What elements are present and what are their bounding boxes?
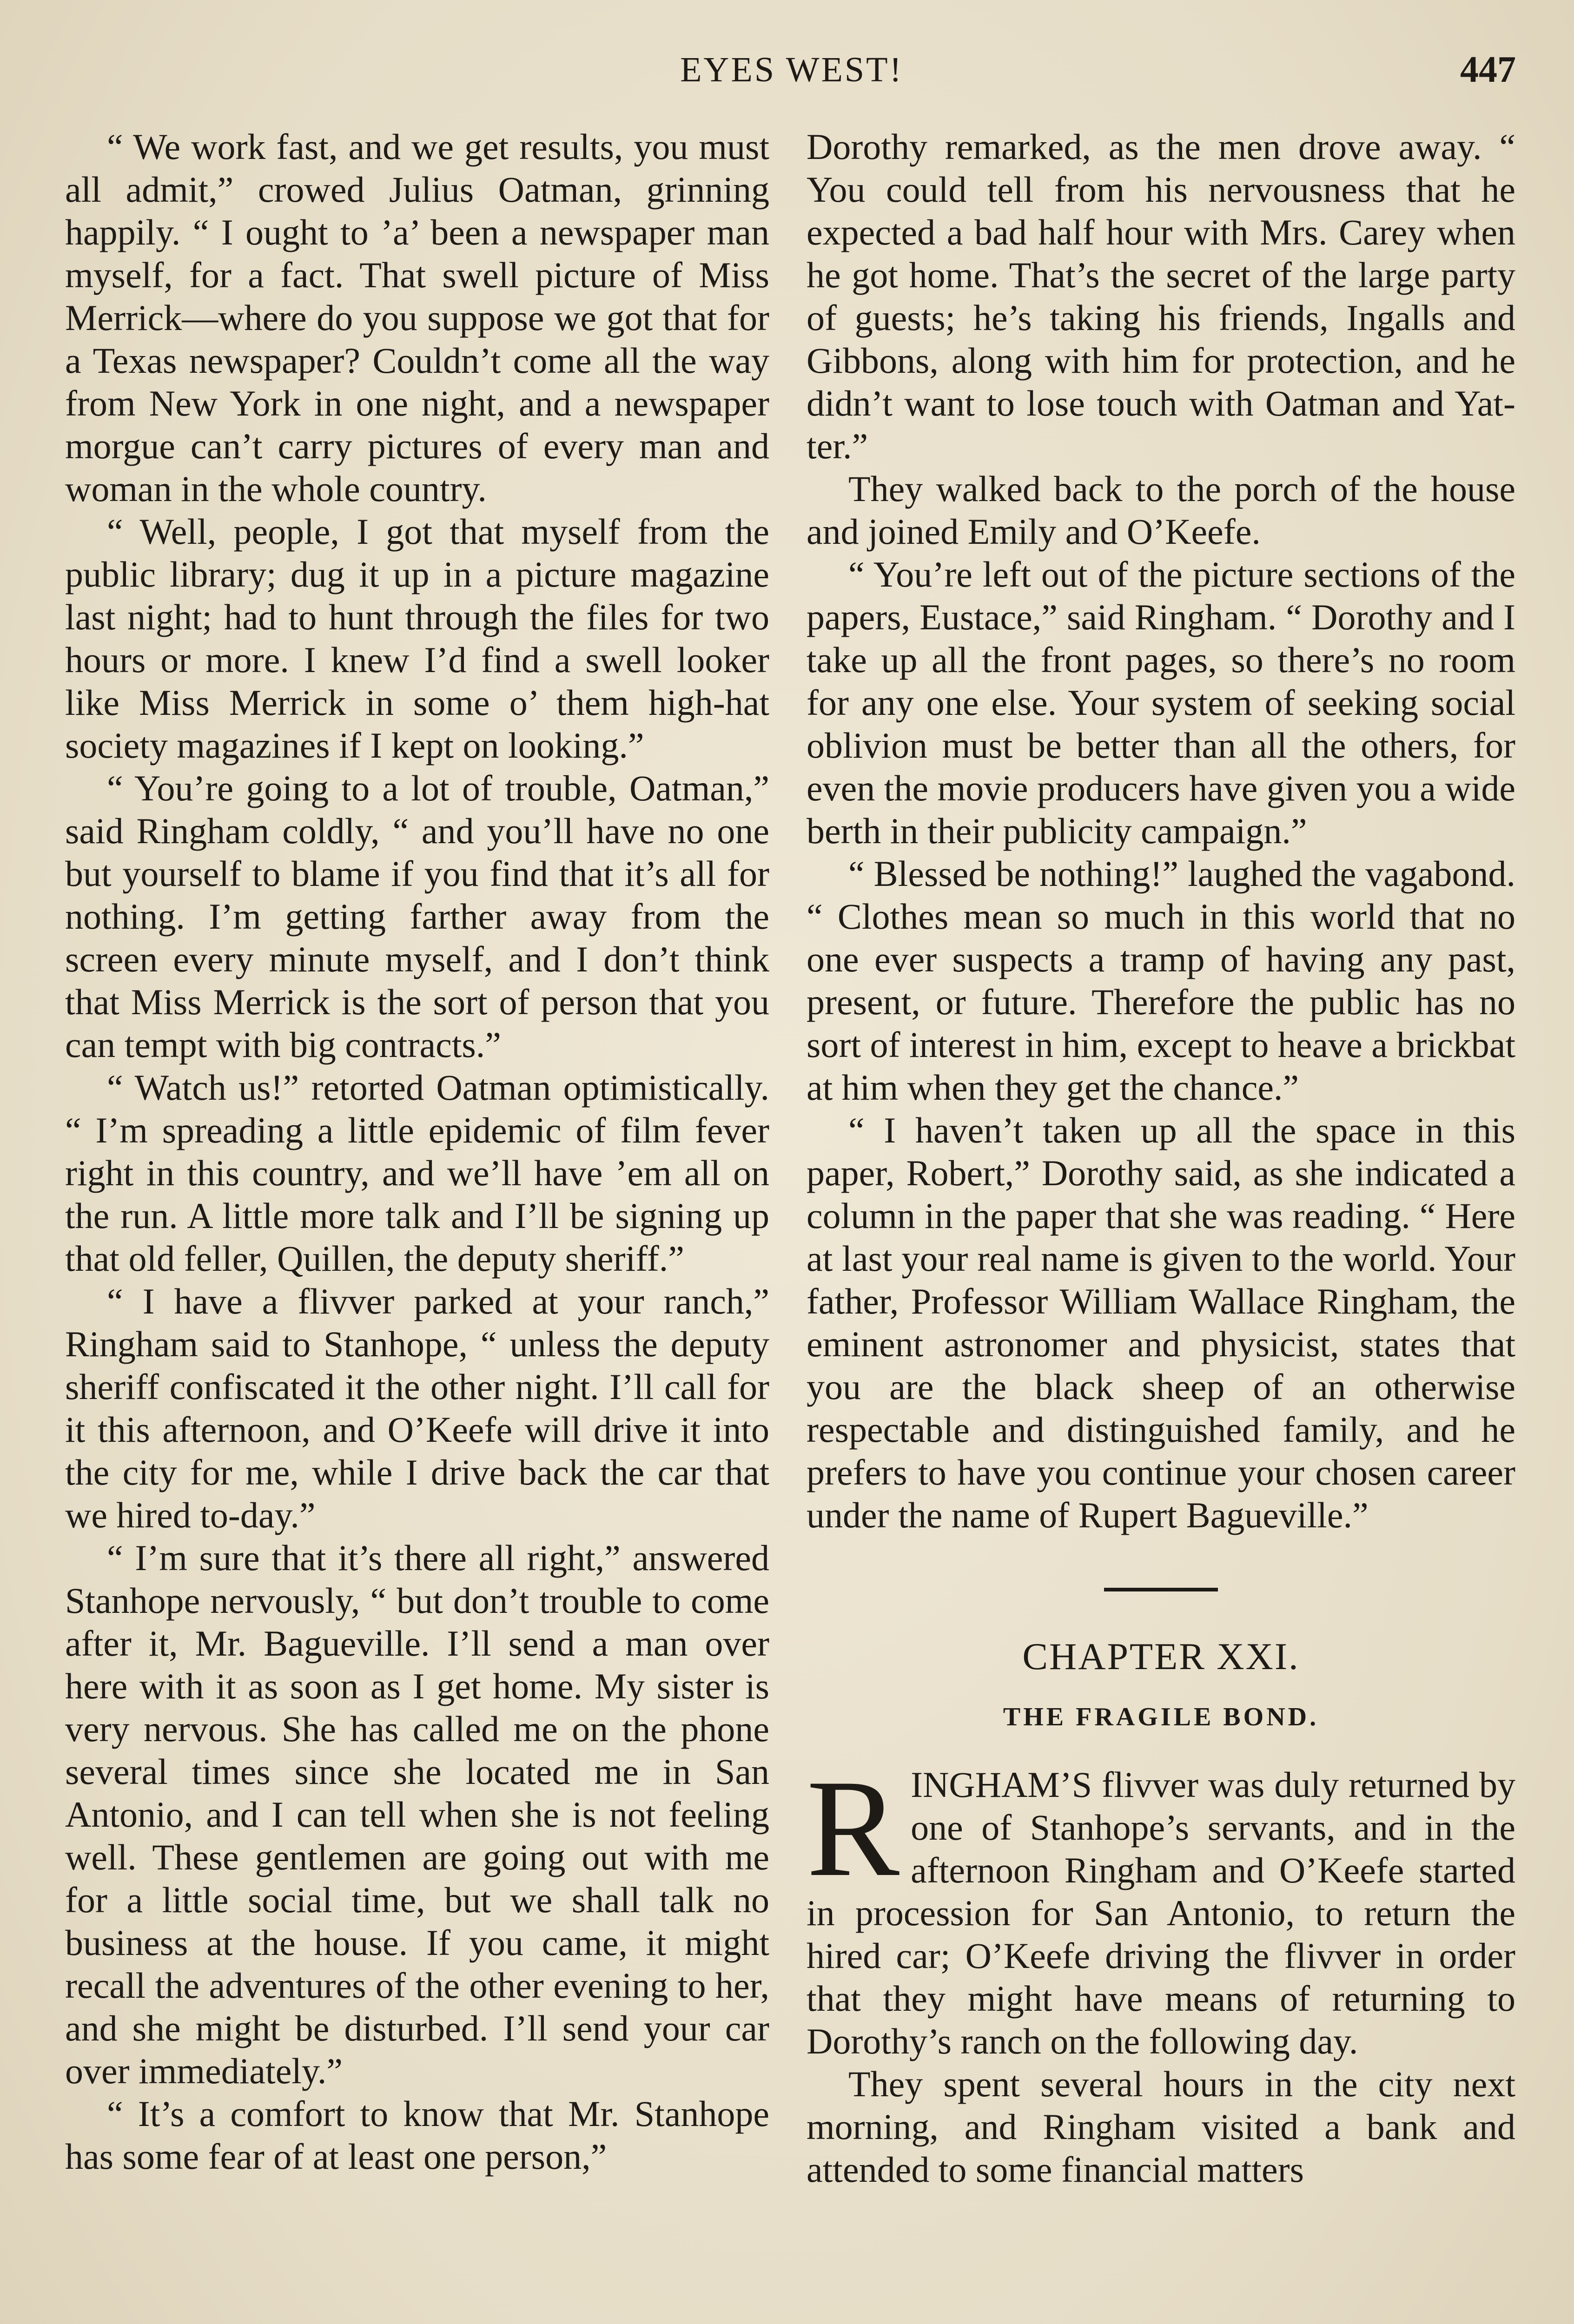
paragraph: “ Well, people, I got that myself from the public library; dug it up in a picture magazine last night; had to hunt through the files for two hours or more. I knew I’d find a swell looker like Miss Merrick in some o’ them high-hat society magazines if I kept on looking.” [65,511,769,766]
page-number: 447 [1460,49,1516,90]
continued-paragraph: Dorothy remarked, as the men drove away. “ You could tell from his nervousness that he expected a bad half hour with Mrs. Carey when he got home. That’s the secret of the large party of guests; he’s taking his friends, Ingalls and Gibbons, along with him for protection, and he didn’t want to lose touch with Oatman and Yatter.” [807,126,1515,466]
opening-text: INGHAM’S flivver was duly returned by one of Stanhope’s servants, and in the afternoon Ringham and O’Keefe started in procession for San Antonio, to return the hired car; O’Keefe driving the flivver in order that they might have means of returning to Dorothy’s ranch on the following day. [807,1764,1515,2061]
drop-cap: R [807,1751,900,1905]
chapter-title: CHAPTER XXI. [1022,1635,1300,1677]
paragraph: “ You’re going to a lot of trouble, Oatman,” said Ringham coldly, “ and you’ll have no one but yourself to blame if you find that it’s all for nothing. I’m getting farther away from the screen every minute myself, and I don’t think that Miss Merrick is the sort of person that you can tempt with big contracts.” [65,768,769,1065]
paragraph: “ Watch us!” retorted Oatman optimistically. “ I’m spreading a little epidemic of film fever right in this country, and we’ll have ’em all on the run. A little more talk and I’ll be signing up that old feller, Quillen, the deputy sheriff.” [65,1067,769,1279]
running-title: EYES WEST! [680,50,903,89]
paragraph: “ I have a flivver parked at your ranch,” Ringham said to Stanhope, “ unless the deputy sheriff confiscated it the other night. I’ll call for it this afternoon, and O’Keefe will drive it into the city for me, while I drive back the car that we hired to-day.” [65,1281,769,1535]
paragraph: “ You’re left out of the picture sections of the papers, Eustace,” said Ringham. “ Dorothy and I take up all the front pages, so there’s no room for any one else. Your system of seeking social oblivion must be better than all the others, for even the movie producers have given you a wide berth in their publicity campaign.” [807,554,1515,851]
left-column [65,125,769,2324]
chapter-subtitle: THE FRAGILE BOND. [1003,1703,1319,1731]
paragraph: “ It’s a comfort to know that Mr. Stanhope has some fear of at least one person,” [65,2093,769,2177]
paragraph: “ We work fast, and we get results, you must all admit,” crowed Julius Oatman, grinning happily. “ I ought to ’a’ been a newspaper man myself, for a fact. That swell picture of Miss Merrick—where do you suppose we got that for a Texas newspaper? Couldn’t come all the way from New York in one night, and a newspaper morgue can’t carry pictures of every man and woman in the whole country. [65,126,769,509]
section-divider [1104,1588,1218,1591]
paragraph: “ Blessed be nothing!” laughed the vagabond. “ Clothes mean so much in this world that no one ever suspects a tramp of having any past, present, or future. Therefore the public has no sort of interest in him, except to heave a brickbat at him when they get the chance.” [807,853,1515,1108]
paragraph: They walked back to the porch of the house and joined Emily and O’Keefe. [807,469,1515,552]
chapter-opening-paragraph [807,1751,1515,2063]
paragraph: “ I’m sure that it’s there all right,” answered Stanhope nervously, “ but don’t trouble to come after it, Mr. Bagueville. I’ll send a man over here with it as soon as I get home. My sister is very nervous. She has called me on the phone several times since she located me in San Antonio, and I can tell when she is not feeling well. These gentlemen are going out with me for a little social time, but we shall talk no business at the house. If you came, it might recall the adventures of the other evening to her, and she might be disturbed. I’ll send your car over immediately.” [65,1538,769,2091]
right-column [807,125,1515,2324]
paragraph: They spent several hours in the city next morning, and Ringham visited a bank and attended to some financial matters [807,2064,1515,2190]
page-header [67,44,1516,95]
paragraph: “ I haven’t taken up all the space in this paper, Robert,” Dorothy said, as she indicated a column in the paper that she was reading. “ Here at last your real name is given to the world. Your father, Professor William Wallace Ringham, the eminent astronomer and physicist, states that you are the black sheep of an otherwise respectable and distinguished family, and he prefers to have you continue your chosen career under the name of Rupert Bagueville.” [807,1110,1515,1535]
